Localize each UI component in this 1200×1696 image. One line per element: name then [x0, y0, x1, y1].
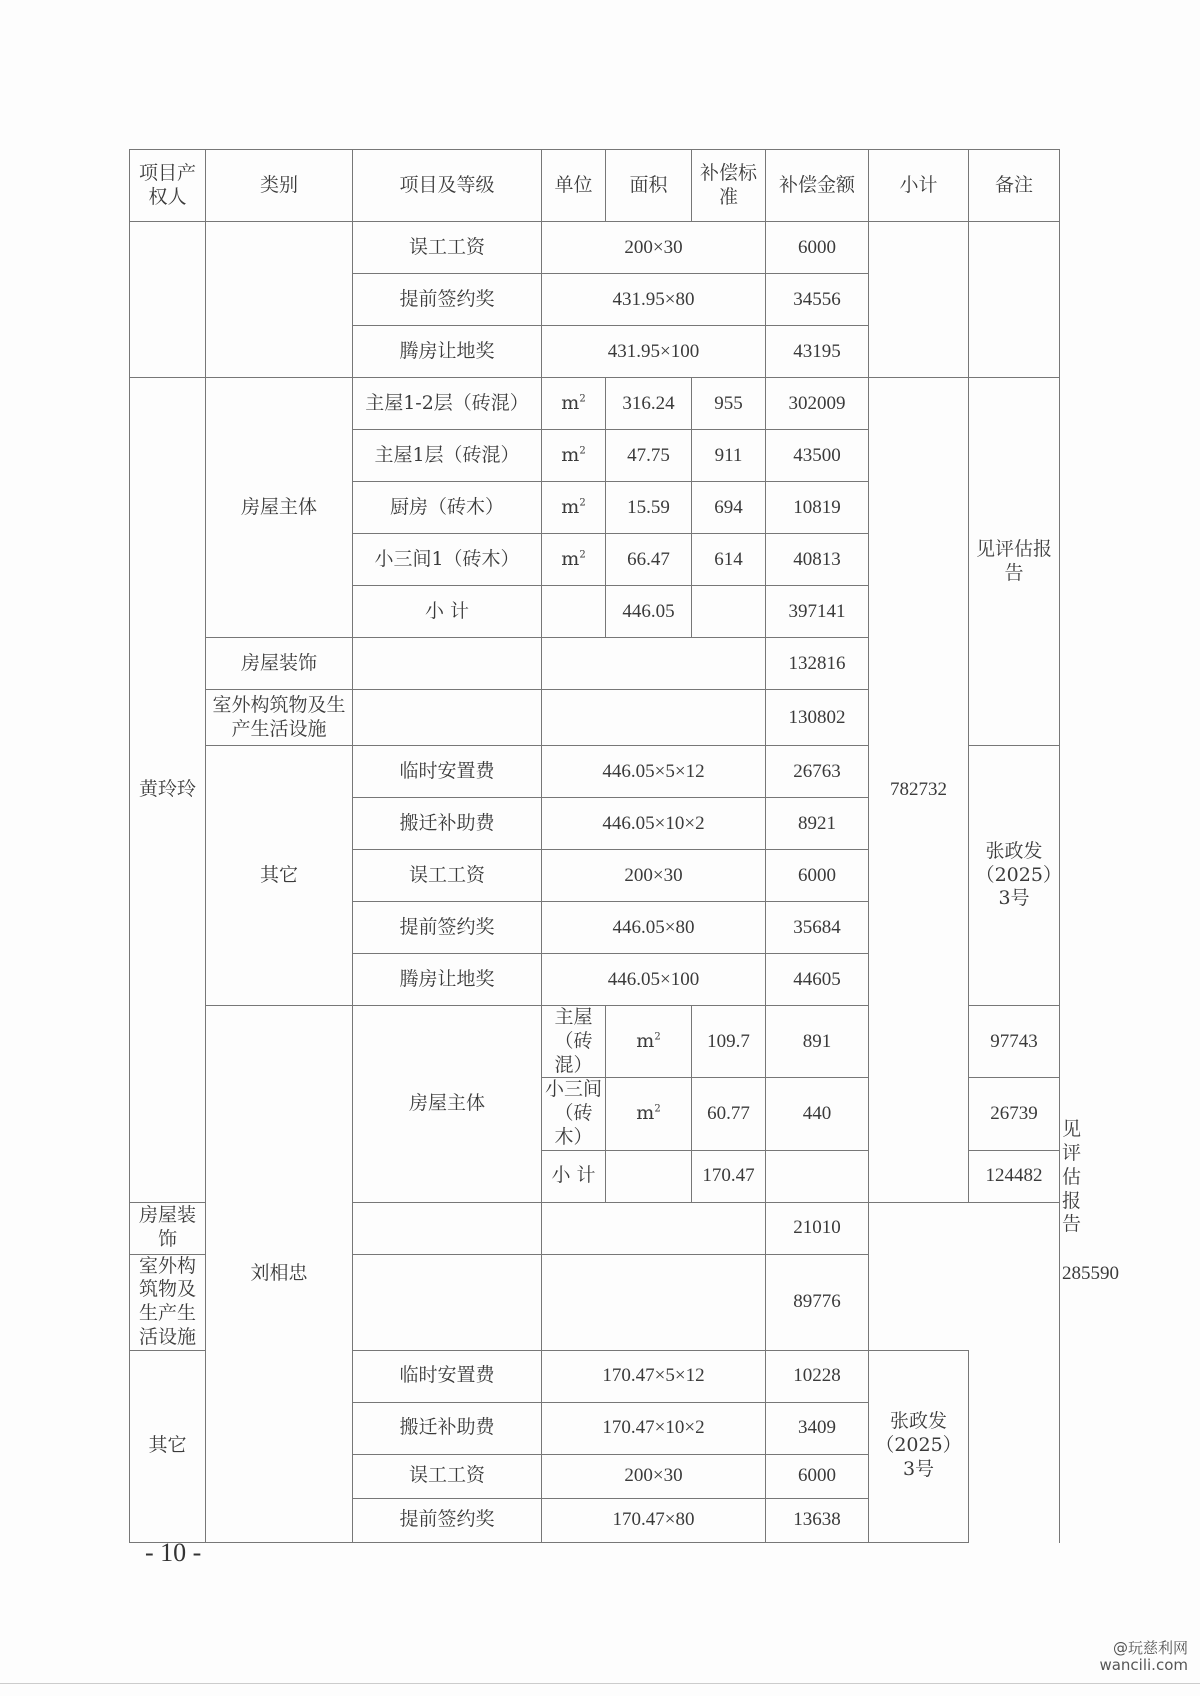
- amount-cell: 10819: [766, 482, 869, 534]
- item-cell: 小三间（砖木）: [542, 1078, 606, 1150]
- item-cell-empty: [353, 638, 542, 690]
- item-cell: 误工工资: [353, 222, 542, 274]
- item-cell-empty: [353, 690, 542, 746]
- note-cell-empty: [969, 222, 1060, 378]
- formula-cell: 170.47×80: [542, 1498, 766, 1542]
- item-cell: 小三间1（砖木）: [353, 534, 542, 586]
- amount-cell: 97743: [969, 1006, 1060, 1078]
- formula-cell: 446.05×10×2: [542, 798, 766, 850]
- amount-cell: 302009: [766, 378, 869, 430]
- header-rate: 补偿标准: [692, 150, 766, 222]
- unit-cell: $m^2$: [606, 1078, 692, 1150]
- rate-cell-empty: [692, 586, 766, 638]
- unit-cell: $m^2$: [542, 378, 606, 430]
- rate-cell: 891: [766, 1006, 869, 1078]
- item-cell: 搬迁补助费: [353, 798, 542, 850]
- item-cell: 提前签约奖: [353, 902, 542, 954]
- header-row: [130, 150, 1060, 222]
- header-item: 项目及等级: [353, 150, 542, 222]
- rate-cell: 911: [692, 430, 766, 482]
- amount-cell: 26739: [969, 1078, 1060, 1150]
- amount-cell: 8921: [766, 798, 869, 850]
- rate-cell: 694: [692, 482, 766, 534]
- unit-cell: $m^2$: [606, 1006, 692, 1078]
- area-cell: 170.47: [692, 1150, 766, 1202]
- formula-cell: 446.05×5×12: [542, 746, 766, 798]
- category-cell: 其它: [206, 746, 353, 1006]
- item-cell: 腾房让地奖: [353, 326, 542, 378]
- header-category: 类别: [206, 150, 353, 222]
- owner-subtotal-cell: 782732: [869, 378, 969, 1203]
- item-cell: 提前签约奖: [353, 274, 542, 326]
- formula-cell-empty: [542, 1202, 766, 1254]
- formula-cell-empty: [542, 690, 766, 746]
- bottom-divider: [0, 1683, 1200, 1684]
- category-cell: 室外构筑物及生产生活设施: [130, 1254, 206, 1350]
- unit-cell-empty: [606, 1150, 692, 1202]
- item-cell: 误工工资: [353, 1454, 542, 1498]
- item-cell: 主屋（砖混）: [542, 1006, 606, 1078]
- amount-cell: 130802: [766, 690, 869, 746]
- compensation-table: [129, 149, 1119, 1543]
- owner-name-cell: 黄玲玲: [130, 378, 206, 1203]
- amount-cell: 3409: [766, 1402, 869, 1454]
- category-cell: 室外构筑物及生产生活设施: [206, 690, 353, 746]
- table-row: 刘相忠 房屋主体 主屋（砖混） $m^2$ 109.7 891 97743 285590 见评估报告: [130, 1006, 1060, 1078]
- page-number: - 10 -: [145, 1538, 202, 1567]
- amount-cell: 89776: [766, 1254, 869, 1350]
- formula-cell: 170.47×5×12: [542, 1350, 766, 1402]
- table-row: [130, 378, 1060, 430]
- category-cell-empty: [206, 222, 353, 378]
- header-subtotal: 小计: [869, 150, 969, 222]
- rate-cell-empty: [766, 1150, 869, 1202]
- area-cell: 47.75: [606, 430, 692, 482]
- watermark-name: @玩慈利网: [1112, 1639, 1188, 1657]
- rate-cell: 440: [766, 1078, 869, 1150]
- unit-cell-empty: [542, 586, 606, 638]
- item-cell: 主屋1-2层（砖混）: [353, 378, 542, 430]
- item-cell: 提前签约奖: [353, 1498, 542, 1542]
- category-cell: 房屋主体: [353, 1006, 542, 1203]
- amount-cell: 6000: [766, 1454, 869, 1498]
- formula-cell-empty: [542, 638, 766, 690]
- rate-cell: 955: [692, 378, 766, 430]
- item-cell: 误工工资: [353, 850, 542, 902]
- formula-cell: 200×30: [542, 1454, 766, 1498]
- area-cell: 316.24: [606, 378, 692, 430]
- area-cell: 446.05: [606, 586, 692, 638]
- site-watermark: [1099, 1640, 1188, 1675]
- item-cell: 搬迁补助费: [353, 1402, 542, 1454]
- item-cell-empty: [353, 1202, 542, 1254]
- note-doc-cell: 张政发（2025）3号: [969, 746, 1060, 1006]
- formula-cell: 200×30: [542, 222, 766, 274]
- amount-cell: 13638: [766, 1498, 869, 1542]
- category-cell: 房屋主体: [206, 378, 353, 638]
- formula-cell: 446.05×100: [542, 954, 766, 1006]
- amount-cell: 6000: [766, 222, 869, 274]
- item-cell: 临时安置费: [353, 746, 542, 798]
- owner-cell-empty: [130, 222, 206, 378]
- formula-cell: 200×30: [542, 850, 766, 902]
- formula-cell: 431.95×100: [542, 326, 766, 378]
- amount-cell: 43195: [766, 326, 869, 378]
- formula-cell-empty: [542, 1254, 766, 1350]
- item-cell: 主屋1层（砖混）: [353, 430, 542, 482]
- item-cell-empty: [353, 1254, 542, 1350]
- item-cell: 腾房让地奖: [353, 954, 542, 1006]
- watermark-url: wancili.com: [1099, 1656, 1188, 1675]
- amount-cell: 397141: [766, 586, 869, 638]
- unit-cell: $m^2$: [542, 534, 606, 586]
- amount-cell: 43500: [766, 430, 869, 482]
- table-row: [130, 222, 1060, 274]
- amount-cell: 10228: [766, 1350, 869, 1402]
- amount-cell: 124482: [969, 1150, 1060, 1202]
- item-subtotal-label: 小 计: [353, 586, 542, 638]
- amount-cell: 21010: [766, 1202, 869, 1254]
- item-cell: 临时安置费: [353, 1350, 542, 1402]
- unit-cell: $m^2$: [542, 430, 606, 482]
- amount-cell: 40813: [766, 534, 869, 586]
- owner-name-cell: 刘相忠: [206, 1006, 353, 1543]
- category-cell: 房屋装饰: [206, 638, 353, 690]
- amount-cell: 44605: [766, 954, 869, 1006]
- amount-cell: 34556: [766, 274, 869, 326]
- amount-cell: 6000: [766, 850, 869, 902]
- formula-cell: 431.95×80: [542, 274, 766, 326]
- header-unit: 单位: [542, 150, 606, 222]
- note-report-cell: 见评估报告: [969, 378, 1060, 746]
- area-cell: 60.77: [692, 1078, 766, 1150]
- area-cell: 109.7: [692, 1006, 766, 1078]
- header-note: 备注: [969, 150, 1060, 222]
- area-cell: 15.59: [606, 482, 692, 534]
- category-cell: 其它: [130, 1350, 206, 1542]
- formula-cell: 170.47×10×2: [542, 1402, 766, 1454]
- subtotal-cell-empty: [869, 222, 969, 378]
- amount-cell: 132816: [766, 638, 869, 690]
- rate-cell: 614: [692, 534, 766, 586]
- item-subtotal-label: 小 计: [542, 1150, 606, 1202]
- header-owner: 项目产权人: [130, 150, 206, 222]
- unit-cell: $m^2$: [542, 482, 606, 534]
- amount-cell: 35684: [766, 902, 869, 954]
- item-cell: 厨房（砖木）: [353, 482, 542, 534]
- area-cell: 66.47: [606, 534, 692, 586]
- amount-cell: 26763: [766, 746, 869, 798]
- formula-cell: 446.05×80: [542, 902, 766, 954]
- header-area: 面积: [606, 150, 692, 222]
- header-amount: 补偿金额: [766, 150, 869, 222]
- category-cell: 房屋装饰: [130, 1202, 206, 1254]
- note-doc-cell: 张政发（2025）3号: [869, 1350, 969, 1542]
